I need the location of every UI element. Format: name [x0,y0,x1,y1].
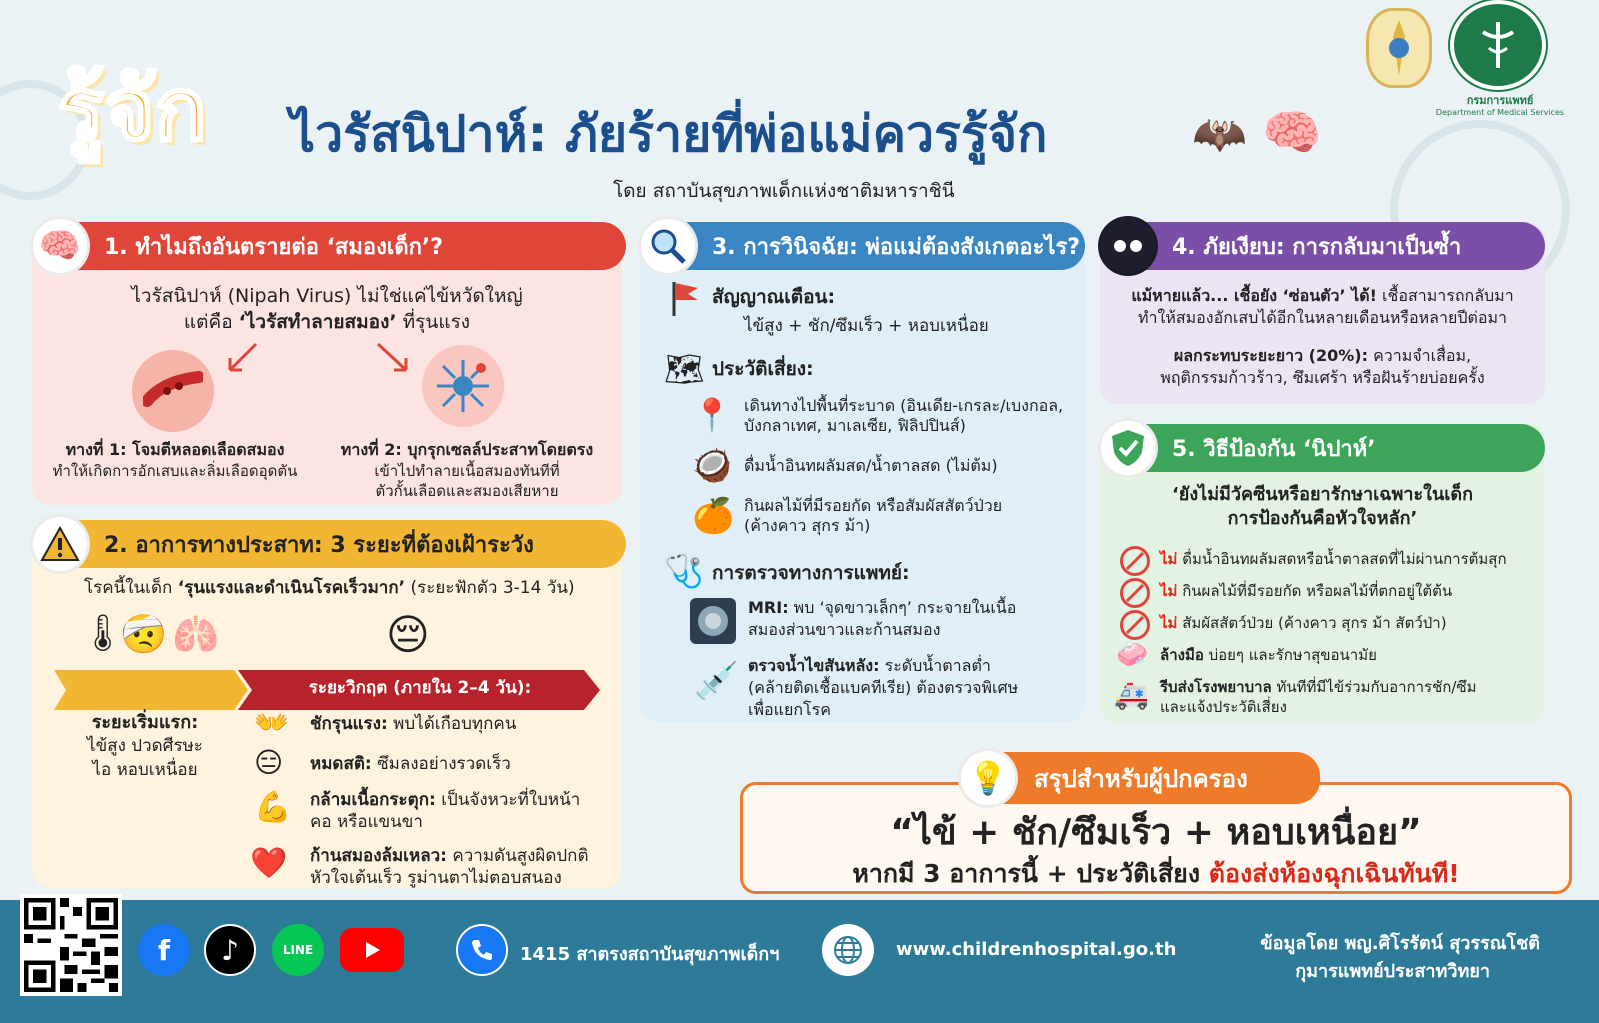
brain-icon: 🧠 [1262,105,1322,161]
crisis-stage-label: ระยะวิกฤต (ภายใน 2–4 วัน): [308,678,532,698]
coconut-drink-icon: 🥥 [692,446,732,484]
ghost-icon [1098,216,1158,276]
risk-travel-line1: เดินทางไปพื้นที่ระบาด (อินเดีย-เกรละ/เบงกอล, [744,396,1064,415]
section-4-title: 4. ภัยเงียบ: การกลับมาเป็นซ้ำ [1172,234,1462,260]
prevention-item-1 [1160,550,1540,569]
risk-travel-line2: บังกลาเทศ, มาเลเซีย, ฟิลิปปินส์) [744,416,966,435]
headache-icon: 🤕 [120,612,168,656]
section-3-title: 3. การวินิจฉัย: พ่อแม่ต้องสังเกตอะไร? [712,234,1081,260]
facebook-icon[interactable]: f [138,924,190,976]
csf-finding-line2: (คล้ายติดเชื้อแบคทีเรีย) ต้องตรวจพิเศษ [748,678,1019,697]
relapse-text: เชื้อสามารถกลับมา [1376,286,1514,305]
prevention-bold: ล้างมือ [1160,646,1204,664]
section-4-header [1100,222,1545,270]
prevention-bold: ไม่ [1160,582,1178,600]
website-link[interactable]: www.childrenhospital.go.th [896,939,1177,960]
risk-fruit-line2: (ค้างคาว สุกร ม้า) [744,516,871,535]
path-2-desc1: เข้าไปทำลายเนื้อสมองทันทีที่ [374,462,560,480]
prevention-text: ดื่มน้ำอินทผลัมสดหรือน้ำตาลสดที่ไม่ผ่านการต้มสุก [1177,550,1507,568]
prevention-quote-line2: การป้องกันคือหัวใจหลัก’ [1227,508,1418,529]
path-2-title: ทางที่ 2: บุกรุกเซลล์ประสาทโดยตรง [340,440,594,459]
summary-line [740,858,1572,889]
summary-header [960,752,1320,804]
relapse-para1-line2: ทำให้สมองอักเสบได้อีกในหลายเดือนหรือหลายปีต่อมา [1137,308,1508,327]
section-5-header [1100,424,1545,472]
early-stage-desc2: ไอ หอบเหนื่อย [92,760,198,780]
mri-text: พบ ‘จุดขาวเล็กๆ’ กระจายในเนื้อ [788,598,1017,617]
summary-text: หากมี 3 อาการนี้ + ประวัติเสี่ยง [852,859,1209,888]
hotline-text: 1415 สาตรงสถาบันสุขภาพเด็กฯ [520,944,780,965]
lightbulb-icon: 💡 [958,748,1018,808]
symptom-bold: หมดสติ: [310,754,372,774]
prevention-text: ทันทีที่มีไข้ร่วมกับอาการชัก/ซึม [1271,678,1477,696]
qr-code[interactable] [20,894,122,996]
no-drink-icon [1120,546,1150,576]
logo-caption-en: Department of Medical Services [1435,108,1565,117]
prevention-text: บ่อยๆ และรักษาสุขอนามัย [1203,646,1377,664]
prevention-item-5-line2: และแจ้งประวัติเสี่ยง [1160,698,1287,716]
symptom-text: เป็นจังหวะที่ใบหน้า [435,790,581,810]
symptom-myoclonus [310,790,610,811]
prevention-item-4 [1160,646,1540,665]
risk-title: ประวัติเสี่ยง: [712,358,814,380]
no-animal-icon [1120,610,1150,640]
seizure-icon: 👐 [254,706,289,739]
title-prefix: รู้จัก [58,60,207,160]
section-2-intro [84,578,614,599]
prevention-item-3 [1160,614,1540,633]
tiktok-icon[interactable]: ♪ [204,924,256,976]
prevention-quote-line1: ‘ยังไม่มีวัคซีนหรือยารักษาเฉพาะในเด็ก [1171,484,1474,505]
warning-desc: ไข้สูง + ชัก/ซึมเร็ว + หอบเหนื่อย [744,316,989,336]
magnifier-icon [638,216,698,276]
prevention-bold: ไม่ [1160,550,1178,568]
mri-bold: MRI: [748,598,789,617]
symptom-seizure [310,714,610,735]
phone-icon[interactable] [456,924,508,976]
relapse-para1 [1100,286,1545,306]
closed-eye-icon: 😑 [254,746,284,779]
red-flag-icon [670,280,702,322]
symptom-bold: ก้านสมองล้มเหลว: [310,846,447,866]
csf-finding-line3: เพื่อแยกโรค [748,700,831,719]
warning-icon [30,514,90,574]
symptom-text: พบได้เกือบทุกคน [387,714,517,734]
relapse-text: ความจำเสื่อม, [1368,346,1472,365]
risk-drink: ดื่มน้ำอินทผลัมสด/น้ำตาลสด (ไม่ต้ม) [744,456,998,475]
symptom-brainstem-line2: หัวใจเต้นเร็ว รูม่านตาไม่ตอบสนอง [310,868,562,888]
intro-bold: ‘รุนแรงและดำเนินโรคเร็วมาก’ [177,578,406,598]
path-1-desc: ทำให้เกิดการอักเสบและลิ่มเลือดอุดตัน [52,462,298,480]
page-title: ไวรัสนิปาห์: ภัยร้ายที่พ่อแม่ควรรู้จัก [290,105,1048,163]
intro-text: (ระยะฟักตัว 3-14 วัน) [405,578,575,598]
muscle-icon: 💪 [254,790,292,825]
symptom-bold: กล้ามเนื้อกระตุก: [310,790,436,810]
heart-eye-icon: ❤️ [250,846,288,881]
mri-finding [748,598,1078,618]
symptom-brainstem [310,846,620,867]
arrow-icon [222,340,262,380]
intro-text: โรคนี้ในเด็ก [84,578,178,598]
csf-finding [748,656,1078,676]
brain-icon: 🧠 [30,216,90,276]
section-1-intro-line2 [32,311,622,335]
arrow-icon [374,340,414,380]
section-1-header [32,222,626,270]
map-icon: 🗺 [664,350,705,388]
section-3-header [640,222,1085,270]
credit-line1: ข้อมูลโดย พญ.ศิโรรัตน์ สุวรรณโชติ [1260,933,1540,954]
path-1-title: ทางที่ 1: โจมตีหลอดเลือดสมอง [65,440,285,459]
lungs-icon: 🫁 [172,612,220,656]
fruit-icon: 🍊 [692,496,735,536]
symptom-bold: ชักรุนแรง: [310,714,388,734]
intro-text: ที่รุนแรง [396,311,471,333]
neuron-icon [422,345,504,427]
logo-caption-th: กรมการแพทย์ [1466,94,1534,107]
section-5-title: 5. วิธีป้องกัน ‘นิปาห์’ [1172,436,1376,462]
mri-finding-line2: สมองส่วนขาวและก้านสมอง [748,620,941,639]
shield-check-icon [1098,418,1158,478]
risk-fruit-line1: กินผลไม้ที่มีรอยกัด หรือสัมผัสสัตว์ป่วย [744,496,1003,515]
section-1-intro-line1: ไวรัสนิปาห์ (Nipah Virus) ไม่ใช่แค่ไข้หวัดใหญ่ [131,285,523,307]
section-1-title: 1. ทำไมถึงอันตรายต่อ ‘สมองเด็ก’? [104,234,444,260]
path-2-desc2: ตัวกั้นเลือดและสมองเสียหาย [375,482,559,500]
no-fruit-icon [1120,578,1150,608]
mri-icon [690,598,736,644]
prevention-bold: รีบส่งโรงพยาบาล [1160,678,1272,696]
warning-title: สัญญาณเตือน: [712,286,836,308]
youtube-icon[interactable] [340,928,404,972]
relapse-para2-line2: พฤติกรรมก้าวร้าว, ซึมเศร้า หรือฝันร้ายบ่อยครั้ง [1160,368,1485,387]
royal-emblem-logo [1366,8,1432,88]
symptom-myoclonus-line2: คอ หรือแขนขา [310,812,423,832]
symptom-text: ความดันสูงผิดปกติ [446,846,589,866]
summary-emergency: ต้องส่งห้องฉุกเฉินทันที! [1208,859,1460,888]
intro-text: แต่คือ [183,311,239,333]
ministry-logo [1450,0,1546,90]
intro-bold: ‘ไวรัสทำลายสมอง’ [238,311,397,333]
blood-vessel-icon [132,350,214,432]
section-2-header [32,520,626,568]
thermometer-icon: 🌡 [80,613,126,654]
stethoscope-icon: 🩺 [664,552,704,590]
early-stage-desc1: ไข้สูง ปวดศีรษะ [87,736,203,756]
relapse-bold: แม้หายแล้ว... เชื้อยัง ‘ซ่อนตัว’ ได้! [1131,286,1377,305]
sick-face-icon: 😔 [386,610,430,659]
summary-title: สรุปสำหรับผู้ปกครอง [1034,764,1248,793]
symptom-unconscious [310,754,610,775]
early-stage-title: ระยะเริ่มแรก: [91,712,199,733]
credit-line2: กุมารแพทย์ประสาทวิทยา [1295,961,1490,982]
summary-quote: “ไข้ + ชัก/ซึมเร็ว + หอบเหนื่อย” [890,812,1422,853]
prevention-item-2 [1160,582,1540,601]
csf-bold: ตรวจน้ำไขสันหลัง: [748,656,880,675]
hand-wash-icon: 🧼 [1116,640,1149,670]
csf-text: ระดับน้ำตาลต่ำ [879,656,991,675]
prevention-item-5 [1160,678,1540,697]
relapse-para2 [1100,346,1545,366]
symptom-text: ซึมลงอย่างรวดเร็ว [371,754,511,774]
section-2-title: 2. อาการทางประสาท: 3 ระยะที่ต้องเฝ้าระวัง [104,532,534,558]
prevention-bold: ไม่ [1160,614,1178,632]
page-subtitle: โดย สถาบันสุขภาพเด็กแห่งชาติมหาราชินี [613,180,955,202]
line-icon[interactable]: LINE [272,924,324,976]
bat-icon: 🦇 [1192,109,1247,160]
ambulance-icon: 🚑 [1114,678,1149,711]
medical-title: การตรวจทางการแพทย์: [712,562,910,584]
prevention-text: สัมผัสสัตว์ป่วย (ค้างคาว สุกร ม้า สัตว์ป่า) [1177,614,1447,632]
prevention-text: กินผลไม้ที่มีรอยกัด หรือผลไม้ที่ตกอยู่ใต้ต้น [1177,582,1453,600]
syringe-icon: 💉 [694,661,739,702]
relapse-bold: ผลกระทบระยะยาว (20%): [1173,346,1368,365]
location-pin-icon: 📍 [692,396,732,434]
globe-icon[interactable] [822,924,874,976]
